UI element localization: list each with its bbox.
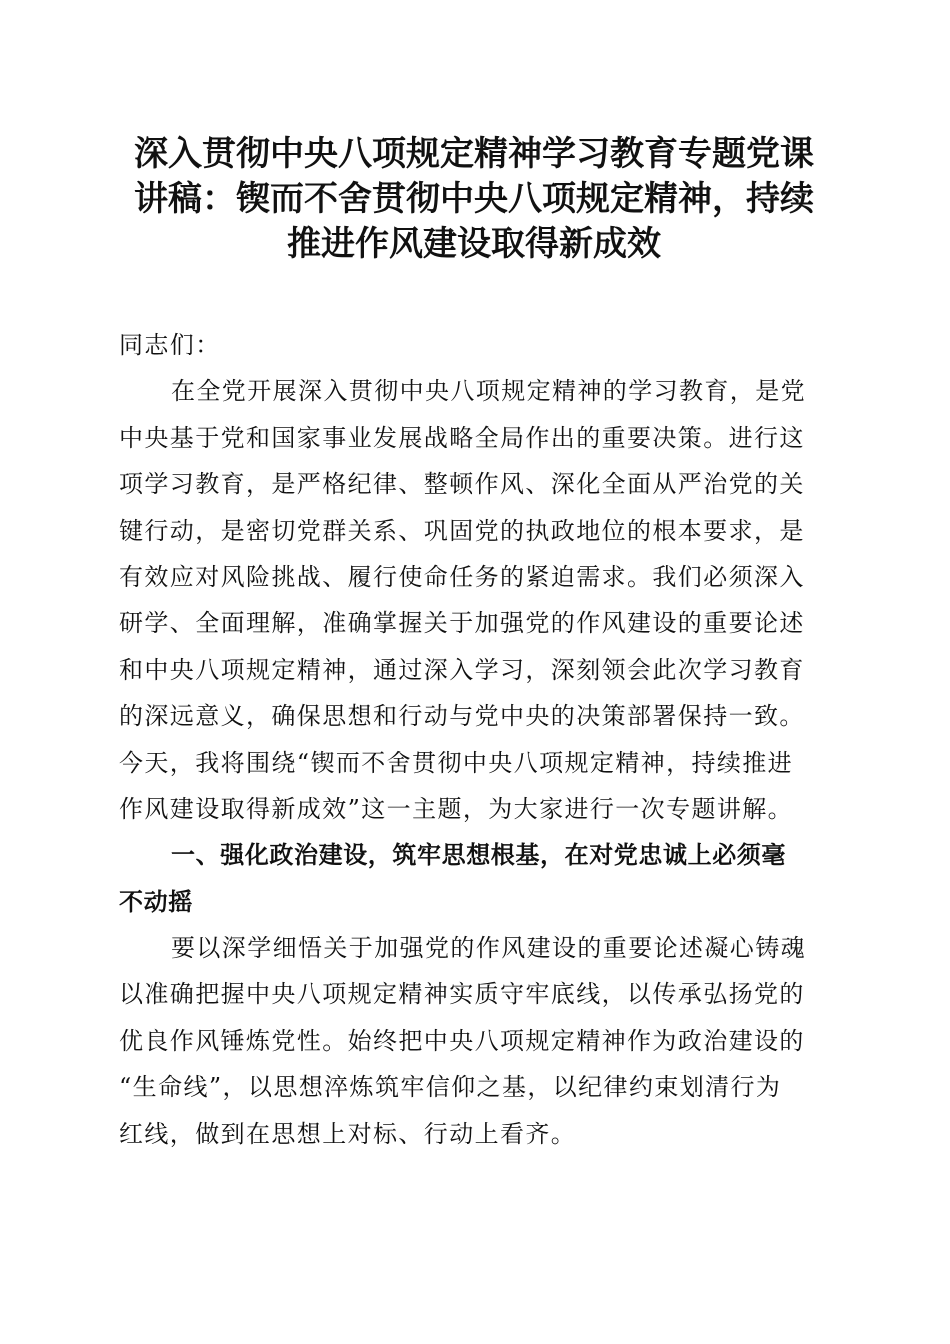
text-line: 在全党开展深入贯彻中央八项规定精神的学习教育，是党 [171, 377, 806, 406]
text-line: 的深远意义，确保思想和行动与党中央的决策部署保持一致。 [119, 702, 805, 731]
text-line: 和中央八项规定精神，通过深入学习，深刻领会此次学习教育 [119, 655, 805, 684]
text-line: 优良作风锤炼党性。始终把中央八项规定精神作为政治建设的 [119, 1026, 805, 1055]
text-line: 键行动，是密切党群关系、巩固党的执政地位的根本要求，是 [119, 516, 805, 545]
title-line: 深入贯彻中央八项规定精神学习教育专题党课 [134, 134, 814, 174]
text-line: 中央基于党和国家事业发展战略全局作出的重要决策。进行这 [119, 423, 805, 452]
text-line: 作风建设取得新成效”这一主题，为大家进行一次专题讲解。 [119, 794, 794, 823]
text-line: 红线，做到在思想上对标、行动上看齐。 [119, 1119, 577, 1148]
text-line: 要以深学细悟关于加强党的作风建设的重要论述凝心铸魂 [171, 934, 806, 963]
title-line: 推进作风建设取得新成效 [287, 224, 661, 264]
text-line: 研学、全面理解，准确掌握关于加强党的作风建设的重要论述 [119, 609, 805, 638]
text-line: “生命线”，以思想淬炼筑牢信仰之基，以纪律约束划清行为 [119, 1073, 782, 1102]
section-heading-line: 一、强化政治建设，筑牢思想根基，在对党忠诚上必须毫 [171, 840, 786, 870]
text-line: 有效应对风险挑战、履行使命任务的紧迫需求。我们必须深入 [119, 562, 805, 591]
text-line: 项学习教育，是严格纪律、整顿作风、深化全面从严治党的关 [119, 470, 805, 499]
title-line: 讲稿：锲而不舍贯彻中央八项规定精神，持续 [134, 179, 814, 219]
document-body [119, 322, 829, 1157]
section-heading-line: 不动摇 [119, 886, 193, 916]
salutation: 同志们： [119, 331, 221, 359]
text-line: 今天，我将围绕“锲而不舍贯彻中央八项规定精神，持续推进 [119, 748, 794, 777]
text-line: 以准确把握中央八项规定精神实质守牢底线，以传承弘扬党的 [119, 980, 805, 1009]
document-title [118, 132, 830, 267]
